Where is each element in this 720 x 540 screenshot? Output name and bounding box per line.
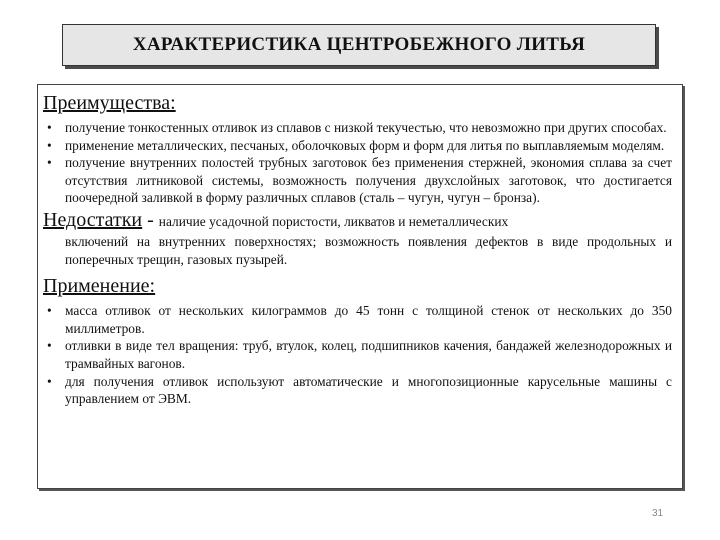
list-item-text: для получения отливок используют автоматические и многопозиционные карусельные машины с управлением от ЭВМ. (65, 373, 672, 407)
list-item-text: масса отливок от нескольких килограммов до 45 тонн с толщиной стенок от нескольких до 350 миллиметров. (65, 303, 672, 336)
disadvantages-text-rest: включений на внутренних поверхностях; возможность появления дефектов в виде продольных и поперечных трещин, газовых пузырей. (65, 233, 672, 267)
list-item (43, 302, 672, 337)
applications-list (43, 302, 672, 408)
list-item-text: применение металлических, песчаных, оболочковых форм и форм для литья по выплавляемым моделям. (65, 137, 665, 153)
list-item (43, 154, 672, 207)
bullet-icon: • (47, 137, 52, 153)
list-item-text: отливки в виде тел вращения: труб, втулок, колец, подшипников качения, бандажей железнодорожных и трамвайных вагонов. (65, 338, 672, 371)
bullet-icon: • (47, 155, 52, 171)
disadvantages-dash: - (142, 208, 159, 231)
bullet-icon: • (47, 338, 52, 354)
bullet-icon: • (47, 373, 52, 389)
disadvantages-section (43, 209, 672, 268)
list-item-text: получение внутренних полостей трубных заготовок без применения стержней, экономия сплава за счет отсутствия литниковой системы, возможность получения двухслойных заготовок, что достигается поочередной заливкой в форму различных сплавов (сталь – чугун, чугун – бронза). (65, 155, 672, 206)
bullet-icon: • (47, 303, 52, 319)
content-frame (37, 84, 683, 489)
disadvantages-text-first: наличие усадочной пористости, ликватов и неметаллических (158, 213, 509, 229)
slide-title-box (62, 24, 656, 66)
list-item (43, 119, 672, 137)
list-item (43, 373, 672, 408)
bullet-icon: • (47, 120, 52, 135)
advantages-list (43, 119, 672, 207)
slide-title: ХАРАКТЕРИСТИКА ЦЕНТРОБЕЖНОГО ЛИТЬЯ (132, 34, 586, 55)
list-item (43, 137, 672, 155)
list-item-text: получение тонкостенных отливок из сплавов с низкой текучестью, что невозможно при других способах. (65, 120, 667, 135)
slide-number: 31 (652, 508, 664, 519)
list-item (43, 337, 672, 372)
disadvantages-heading: Недостатки (43, 208, 143, 231)
disadvantages-first-line (43, 209, 672, 233)
applications-heading: Применение: (43, 275, 156, 298)
advantages-heading: Преимущества: (43, 92, 176, 114)
